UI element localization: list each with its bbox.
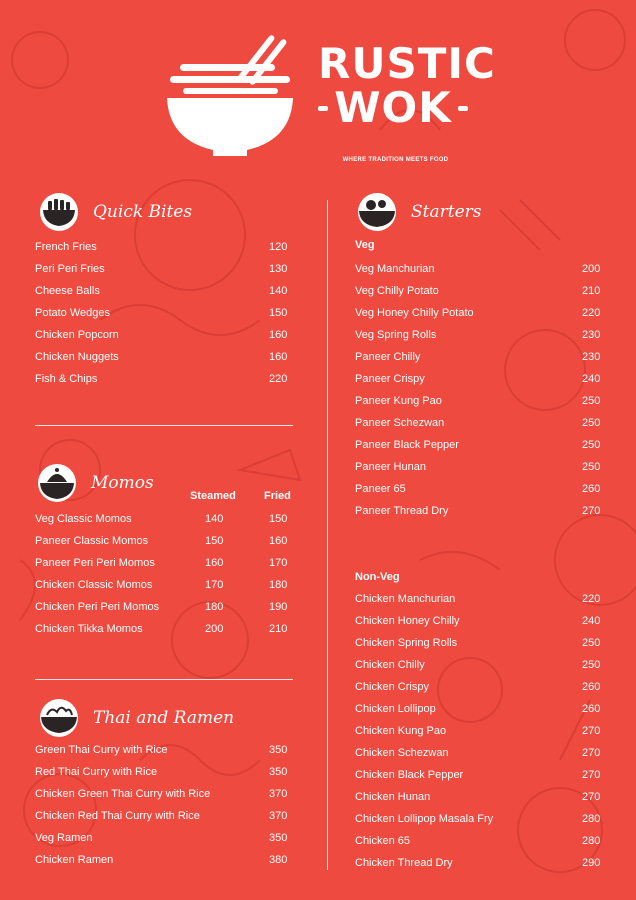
menu-item-name: Chicken Kung Pao [355,725,447,737]
menu-item [35,530,290,552]
menu-item [355,390,603,412]
fries-bowl-icon [35,192,83,232]
menu-item-name: Fish & Chips [35,373,98,385]
menu-item-price-fried: 150 [269,513,288,525]
veg-subheader: Veg [355,239,375,251]
menu-item-price: 240 [582,373,601,385]
menu-item [35,508,290,530]
section-divider-2 [35,679,293,680]
menu-item-price-fried: 160 [269,535,288,547]
menu-item [35,346,290,368]
section-divider-1 [35,425,293,426]
menu-item-price: 250 [582,417,601,429]
menu-item [355,588,603,610]
menu-item [355,412,603,434]
menu-item-name: Chicken Peri Peri Momos [35,601,160,613]
menu-item-name: Paneer Thread Dry [355,505,449,517]
menu-item [35,739,290,761]
menu-item-name: Chicken Manchurian [355,593,456,605]
menu-item-name: Chicken Black Pepper [355,769,464,781]
menu-item-name: Paneer Schezwan [355,417,445,429]
menu-item [355,324,603,346]
bowl-with-chopsticks-icon [165,30,295,158]
menu-item-price: 160 [269,351,288,363]
dash-left [318,106,328,111]
thai-ramen-title: Thai and Ramen [93,708,235,728]
brand-name-line1: RUSTIC [318,39,496,88]
menu-item-price: 280 [582,813,601,825]
menu-item [355,368,603,390]
menu-item-price: 220 [582,593,601,605]
menu-item [355,720,603,742]
menu-item-name: Paneer Hunan [355,461,426,473]
menu-item-price: 270 [582,791,601,803]
menu-item-price-steamed: 170 [205,579,224,591]
menu-item-name: Paneer Classic Momos [35,535,149,547]
menu-item-price-steamed: 150 [205,535,224,547]
menu-item-name: Potato Wedges [35,307,111,319]
menu-item-price: 220 [582,307,601,319]
menu-item [35,552,290,574]
starters-title: Starters [411,202,482,222]
menu-item [35,783,290,805]
menu-item-price: 150 [269,307,288,319]
menu-item-price-fried: 190 [269,601,288,613]
menu-item [355,742,603,764]
menu-item-name: Veg Manchurian [355,263,435,275]
quick-bites-title: Quick Bites [93,202,193,222]
menu-item-name: Veg Honey Chilly Potato [355,307,474,319]
dash-right [458,106,468,111]
brand-name [318,39,496,132]
menu-item [35,236,290,258]
starters-bowl-icon [353,192,401,232]
menu-item-name: Chicken Hunan [355,791,431,803]
menu-item [35,368,290,390]
menu-item-price: 260 [582,703,601,715]
tagline: WHERE TRADITION MEETS FOOD [342,157,449,163]
momos-steamed-header: Steamed [190,490,236,502]
quick-bites-header [35,192,192,232]
menu-item [35,849,290,871]
menu-item-name: Chicken Honey Chilly [355,615,460,627]
menu-item-name: Peri Peri Fries [35,263,105,275]
menu-item-name: Paneer Peri Peri Momos [35,557,155,569]
menu-item [35,280,290,302]
menu-item-name: Chicken Lollipop Masala Fry [355,813,494,825]
brand-name-line2: WOK [334,83,452,132]
menu-item-price: 230 [582,329,601,341]
menu-item-name: Chicken Classic Momos [35,579,153,591]
starters-header [353,192,481,232]
menu-item [355,346,603,368]
menu-item-price: 250 [582,439,601,451]
menu-item [355,852,603,874]
menu-item [355,808,603,830]
dumpling-basket-icon [33,463,81,503]
menu-item-price: 350 [269,744,288,756]
menu-item-name: Paneer Black Pepper [355,439,459,451]
momos-title: Momos [91,473,154,493]
veg-list [355,258,603,522]
menu-item-name: Chicken Nuggets [35,351,119,363]
menu-item-price: 250 [582,395,601,407]
menu-item-name: Chicken 65 [355,835,411,847]
menu-item [355,786,603,808]
menu-item-price: 250 [582,659,601,671]
thai-ramen-header [35,698,234,738]
menu-item-price: 260 [582,483,601,495]
menu-item [355,830,603,852]
menu-item-price-steamed: 200 [205,623,224,635]
menu-item-price: 230 [582,351,601,363]
menu-item-name: Veg Chilly Potato [355,285,439,297]
menu-item-name: Veg Ramen [35,832,93,844]
menu-item-name: Veg Spring Rolls [355,329,437,341]
menu-item [355,610,603,632]
menu-item-name: French Fries [35,241,97,253]
menu-item [355,258,603,280]
menu-item-price: 270 [582,769,601,781]
quick-bites-list [35,236,290,390]
menu-item [355,698,603,720]
menu-item [355,654,603,676]
menu-item-price: 210 [582,285,601,297]
menu-item [35,324,290,346]
brand-name-line2-wrap [318,83,468,132]
momos-header [33,463,154,503]
menu-item-price: 250 [582,637,601,649]
menu-item-price: 220 [269,373,288,385]
menu-item-name: Chicken Chilly [355,659,425,671]
menu-item-price: 240 [582,615,601,627]
menu-item [35,618,290,640]
ramen-bowl-icon [35,698,83,738]
menu-item [35,574,290,596]
menu-item [355,500,603,522]
menu-item-name: Chicken Popcorn [35,329,119,341]
menu-item-price-fried: 210 [269,623,288,635]
menu-item-name: Paneer 65 [355,483,406,495]
menu-item-name: Paneer Kung Pao [355,395,442,407]
menu-item [35,827,290,849]
menu-item-name: Green Thai Curry with Rice [35,744,168,756]
menu-item [355,764,603,786]
momos-fried-header: Fried [264,490,291,502]
header [0,0,636,175]
menu-item-price: 280 [582,835,601,847]
menu-item-price: 130 [269,263,288,275]
menu-item-name: Paneer Crispy [355,373,425,385]
nonveg-subheader: Non-Veg [355,571,400,583]
menu-item-price: 370 [269,810,288,822]
menu-item-price-steamed: 180 [205,601,224,613]
menu-item-name: Chicken Green Thai Curry with Rice [35,788,211,800]
momos-list [35,508,290,640]
menu-item [355,456,603,478]
menu-item-name: Chicken Thread Dry [355,857,453,869]
menu-item [35,258,290,280]
menu-item-price: 160 [269,329,288,341]
menu-item [35,805,290,827]
menu-item [355,302,603,324]
menu-item [355,676,603,698]
menu-item-price: 260 [582,681,601,693]
menu-item [355,280,603,302]
menu-item-price-fried: 170 [269,557,288,569]
menu-item-name: Chicken Lollipop [355,703,436,715]
menu-item-name: Chicken Tikka Momos [35,623,143,635]
menu-item-price: 270 [582,505,601,517]
menu-item-price-steamed: 140 [205,513,224,525]
menu-item [355,632,603,654]
menu-item-price: 120 [269,241,288,253]
menu-item-name: Chicken Ramen [35,854,114,866]
menu-item-price: 250 [582,461,601,473]
menu-item-price: 200 [582,263,601,275]
menu-item [355,434,603,456]
menu-item-price: 370 [269,788,288,800]
thai-ramen-list [35,739,290,871]
menu-item [35,761,290,783]
menu-item-price: 140 [269,285,288,297]
menu-item-price-steamed: 160 [205,557,224,569]
menu-item [355,478,603,500]
nonveg-list [355,588,603,874]
menu-item-price-fried: 180 [269,579,288,591]
menu-item-name: Chicken Red Thai Curry with Rice [35,810,200,822]
menu-item-name: Paneer Chilly [355,351,421,363]
menu-item-name: Chicken Schezwan [355,747,449,759]
menu-item-name: Chicken Spring Rolls [355,637,458,649]
menu-item-name: Cheese Balls [35,285,100,297]
menu-item-price: 290 [582,857,601,869]
menu-item-price: 270 [582,725,601,737]
menu-item-price: 350 [269,832,288,844]
menu-item-name: Red Thai Curry with Rice [35,766,158,778]
menu-item [35,596,290,618]
menu-item-price: 270 [582,747,601,759]
menu-item-price: 380 [269,854,288,866]
menu-item-name: Chicken Crispy [355,681,429,693]
menu-item [35,302,290,324]
menu-item-price: 350 [269,766,288,778]
column-divider [327,200,328,870]
menu-item-name: Veg Classic Momos [35,513,132,525]
